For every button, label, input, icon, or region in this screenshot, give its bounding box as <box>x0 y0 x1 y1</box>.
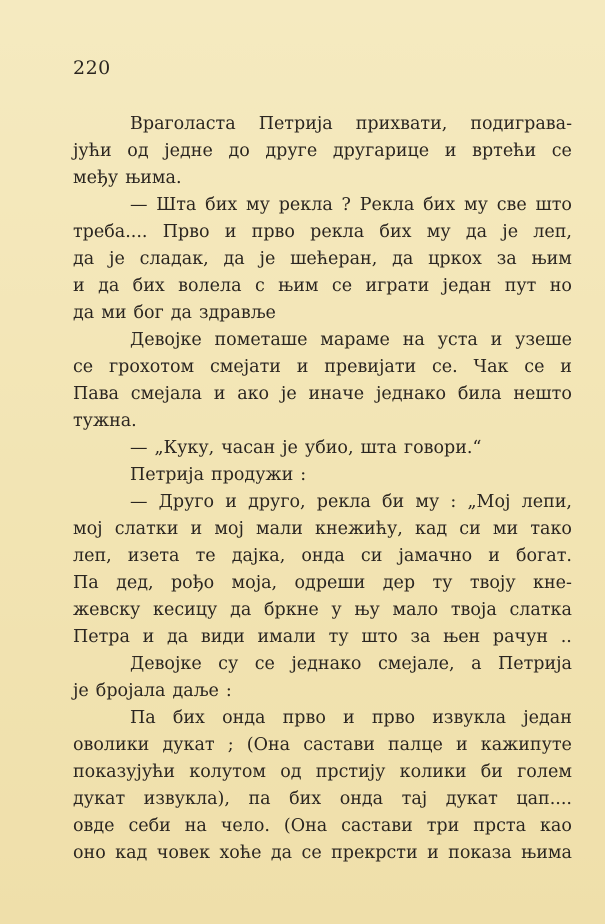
word: Па <box>73 573 99 593</box>
word: као <box>539 816 572 836</box>
word: прстију <box>315 762 386 782</box>
word: њен <box>443 627 481 647</box>
word: хоће <box>219 843 262 863</box>
word: бих <box>132 276 165 296</box>
text-line <box>73 543 572 570</box>
text-line <box>73 624 572 651</box>
word: и <box>142 627 155 647</box>
word: човек <box>156 843 211 863</box>
word: Па <box>130 708 156 728</box>
word: треба.... <box>73 222 148 242</box>
text-line <box>73 813 572 840</box>
word: моја, <box>231 573 278 593</box>
word: смејати <box>209 357 281 377</box>
word: рођо <box>170 573 215 593</box>
word: : <box>300 465 307 485</box>
word: бог <box>133 303 164 323</box>
word: ту <box>328 627 349 647</box>
word: говори.“ <box>403 438 482 458</box>
word: и <box>73 276 85 296</box>
word: да <box>392 249 414 269</box>
word: те <box>195 546 216 566</box>
word: рачун <box>492 627 549 647</box>
word: што <box>361 627 398 647</box>
word: кнежићу, <box>315 519 403 539</box>
word: палце <box>388 735 443 755</box>
text-line <box>73 651 572 678</box>
word: ту <box>432 573 453 593</box>
word: шећеран, <box>290 249 378 269</box>
word: на <box>402 330 425 350</box>
word: да <box>270 843 293 863</box>
word: си <box>360 546 383 566</box>
word: једнако <box>291 654 362 674</box>
word: међу <box>73 168 119 188</box>
word: : <box>450 492 457 512</box>
word: дед, <box>116 573 154 593</box>
word: кад <box>115 843 148 863</box>
word: „Мој <box>467 492 511 512</box>
word: кажипуте <box>480 735 572 755</box>
word: оволики <box>73 735 150 755</box>
word: пут <box>504 276 537 296</box>
word: дукат <box>445 789 498 809</box>
word: да <box>166 627 189 647</box>
word: а <box>471 654 482 674</box>
word: Девојке <box>130 654 202 674</box>
word: састави <box>303 735 375 755</box>
word: су <box>218 654 239 674</box>
word: да <box>223 249 245 269</box>
word: цап.... <box>516 789 572 809</box>
word: голем <box>517 762 572 782</box>
word: је <box>259 249 276 269</box>
word: извукла <box>432 708 507 728</box>
word: прво <box>282 708 326 728</box>
word: вртећи <box>472 141 537 161</box>
word: леп, <box>73 546 112 566</box>
word: Друго <box>158 492 215 512</box>
word: и <box>213 384 226 404</box>
word: онда <box>339 789 384 809</box>
word: — <box>130 438 148 458</box>
word: извукла), <box>143 789 230 809</box>
word: бих <box>172 708 205 728</box>
word: нешто <box>513 384 572 404</box>
word: друго, <box>248 492 306 512</box>
word: онда <box>301 546 345 566</box>
word: један <box>523 708 572 728</box>
word: рекла <box>310 222 365 242</box>
text-line <box>73 192 572 219</box>
text-line <box>73 516 572 543</box>
word: мало <box>392 600 439 620</box>
word: за <box>496 249 517 269</box>
word: бих <box>289 789 322 809</box>
word: Петрија <box>497 654 572 674</box>
word: — <box>130 195 148 215</box>
word: да <box>170 303 192 323</box>
word: што <box>535 195 572 215</box>
word: да <box>465 222 488 242</box>
text-line <box>73 570 572 597</box>
word: дер <box>382 573 416 593</box>
text-line <box>73 354 572 381</box>
word: уста <box>437 330 478 350</box>
word: на <box>184 816 207 836</box>
word: чело. <box>220 816 270 836</box>
word: себи <box>128 816 171 836</box>
word: састави <box>341 816 413 836</box>
word: је <box>502 222 519 242</box>
text-line <box>73 111 572 138</box>
word: онда <box>222 708 266 728</box>
text-line <box>73 327 572 354</box>
word: лепи, <box>521 492 572 512</box>
word: једне <box>164 141 213 161</box>
word: — <box>130 492 148 512</box>
text-line <box>73 705 572 732</box>
word: бих <box>423 195 456 215</box>
word: показујући <box>73 762 176 782</box>
word: му <box>415 492 440 512</box>
word: смејале, <box>377 654 455 674</box>
text-line <box>73 462 572 489</box>
word: да <box>73 303 95 323</box>
text-line <box>73 840 572 867</box>
word: и <box>444 141 457 161</box>
word: тај <box>401 789 428 809</box>
word: и <box>225 492 237 512</box>
word: бројала <box>95 681 166 701</box>
word: за <box>410 627 431 647</box>
word: се <box>524 357 545 377</box>
text-line <box>73 759 572 786</box>
word: се <box>301 843 322 863</box>
word: му <box>246 195 270 215</box>
word: њим <box>531 249 572 269</box>
text-line <box>73 435 572 462</box>
word: јући <box>73 141 112 161</box>
word: ; <box>227 735 234 755</box>
word: да <box>73 249 95 269</box>
word: Враголаста <box>130 114 236 134</box>
word: сладак, <box>139 249 209 269</box>
word: и <box>455 735 468 755</box>
word: слатка <box>509 600 572 620</box>
word: Прво <box>162 222 210 242</box>
word: волела <box>178 276 242 296</box>
word: жевску <box>73 600 141 620</box>
word: кесицу <box>153 600 218 620</box>
word: и <box>190 519 203 539</box>
word: рекла <box>316 492 371 512</box>
word: му <box>426 222 451 242</box>
word: слатки <box>114 519 179 539</box>
word: одреши <box>294 573 366 593</box>
text-line <box>73 381 572 408</box>
word: тужна. <box>73 411 137 431</box>
word: колики <box>399 762 467 782</box>
word: јамачно <box>398 546 473 566</box>
word: даље <box>172 681 219 701</box>
text-line <box>73 489 572 516</box>
word: у <box>331 600 342 620</box>
word: убио, <box>304 438 354 458</box>
word: играти <box>365 276 430 296</box>
word: њу <box>354 600 380 620</box>
word: бих <box>205 195 238 215</box>
word: и <box>560 357 572 377</box>
word: мој <box>73 519 103 539</box>
word: : <box>225 681 232 701</box>
word: један <box>442 276 492 296</box>
word: би <box>480 762 503 782</box>
word: је <box>73 681 89 701</box>
word: бркне <box>263 600 319 620</box>
text-line <box>73 246 572 273</box>
word: дукат <box>162 735 215 755</box>
word: и <box>488 546 500 566</box>
word: оно <box>73 843 106 863</box>
word: (Она <box>246 735 291 755</box>
word: часан <box>221 438 276 458</box>
word: њима. <box>125 168 182 188</box>
body-text <box>73 111 572 867</box>
word: тако <box>530 519 572 539</box>
word: се <box>254 654 275 674</box>
word: и <box>427 843 439 863</box>
word: кне- <box>533 573 572 593</box>
word: од <box>127 141 149 161</box>
word: бих <box>379 222 412 242</box>
word: прво <box>251 222 295 242</box>
word: и <box>224 222 237 242</box>
word: види <box>200 627 245 647</box>
word: њим <box>278 276 319 296</box>
word: ми <box>101 303 127 323</box>
word: превијати <box>324 357 417 377</box>
word: се <box>331 276 353 296</box>
word: грохотом <box>108 357 195 377</box>
word: иначе <box>308 384 365 404</box>
word: мали <box>256 519 303 539</box>
word: изета <box>127 546 180 566</box>
word: шта <box>360 438 397 458</box>
word: је <box>280 384 297 404</box>
word: се <box>73 357 94 377</box>
word: мараме <box>320 330 390 350</box>
word: би <box>381 492 405 512</box>
word: и <box>490 330 503 350</box>
word: цркох <box>428 249 482 269</box>
word: „Куку, <box>154 438 215 458</box>
word: ми <box>492 519 519 539</box>
text-line <box>73 300 572 327</box>
word: другарице <box>332 141 430 161</box>
word: .. <box>560 627 572 647</box>
word: прста <box>473 816 527 836</box>
word: смејала <box>130 384 202 404</box>
word: је <box>282 438 298 458</box>
word: с <box>254 276 265 296</box>
word: прекрсти <box>331 843 418 863</box>
word: богат. <box>516 546 572 566</box>
word: Пава <box>73 384 119 404</box>
word: и <box>343 708 355 728</box>
text-line <box>73 408 572 435</box>
word: Шта <box>156 195 197 215</box>
word: била <box>457 384 502 404</box>
word: Петрија <box>130 465 205 485</box>
text-line <box>73 219 572 246</box>
text-line <box>73 165 572 192</box>
word: си <box>459 519 481 539</box>
text-line <box>73 273 572 300</box>
word: све <box>496 195 527 215</box>
word: ? <box>341 195 351 215</box>
word: Рекла <box>359 195 415 215</box>
word: но <box>549 276 572 296</box>
word: Петрија <box>258 114 333 134</box>
word: њима <box>521 843 572 863</box>
word: Петра <box>73 627 130 647</box>
word: три <box>426 816 460 836</box>
text-line <box>73 678 572 705</box>
word: леп, <box>533 222 572 242</box>
word: до <box>228 141 250 161</box>
word: да <box>98 276 120 296</box>
word: (Она <box>283 816 328 836</box>
word: се <box>551 141 572 161</box>
word: друге <box>265 141 318 161</box>
word: твоја <box>450 600 497 620</box>
word: здравље <box>198 303 276 323</box>
word: твоју <box>469 573 516 593</box>
word: Чак <box>473 357 509 377</box>
word: и <box>296 357 309 377</box>
word: имали <box>257 627 316 647</box>
word: овде <box>73 816 115 836</box>
word: је <box>109 249 125 269</box>
word: једнако <box>375 384 447 404</box>
word: колутом <box>189 762 266 782</box>
word: подиграва- <box>470 114 572 134</box>
text-line <box>73 786 572 813</box>
page-number: 220 <box>73 57 111 79</box>
word: се. <box>432 357 458 377</box>
word: од <box>280 762 302 782</box>
word: му <box>463 195 488 215</box>
word: прво <box>371 708 416 728</box>
text-line <box>73 138 572 165</box>
word: па <box>248 789 271 809</box>
word: ако <box>237 384 270 404</box>
word: дајка, <box>231 546 286 566</box>
word: пометаше <box>214 330 308 350</box>
word: узеше <box>515 330 572 350</box>
word: продужи <box>211 465 294 485</box>
text-line <box>73 597 572 624</box>
word: показа <box>448 843 512 863</box>
word: рекла <box>278 195 333 215</box>
word: прихвати, <box>355 114 448 134</box>
word: кад <box>415 519 448 539</box>
word: мој <box>214 519 244 539</box>
text-line <box>73 732 572 759</box>
word: Девојке <box>130 330 202 350</box>
word: дукат <box>73 789 126 809</box>
word: да <box>230 600 252 620</box>
